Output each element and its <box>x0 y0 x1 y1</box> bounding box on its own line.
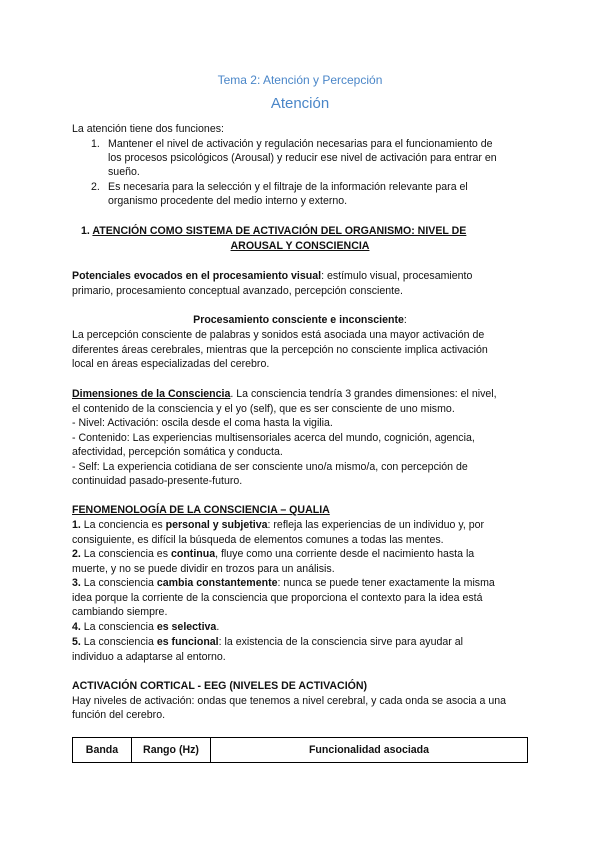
item-number: 4. <box>72 621 81 633</box>
dimensiones-heading: Dimensiones de la Consciencia <box>72 388 231 400</box>
fenomenologia-heading-text: FENOMENOLOGÍA DE LA CONSCIENCIA – QUALIA <box>72 504 330 516</box>
eeg-table <box>72 737 528 763</box>
intro-item-line: Es necesaria para la selección y el filtraje de la información relevante para el <box>108 181 468 193</box>
item-text: La conciencia es <box>80 519 166 531</box>
item-number: 5. <box>72 636 81 648</box>
item-text: La consciencia <box>80 621 157 633</box>
section1-title-line1: ATENCIÓN COMO SISTEMA DE ACTIVACIÓN DEL ORGANISMO: NIVEL DE <box>92 225 467 237</box>
activacion-line: Hay niveles de activación: ondas que tenemos a nivel cerebral, y cada onda se asocia a una <box>72 695 507 707</box>
intro-item-line: los procesos psicológicos (Arousal) y reducir ese nivel de activación para entrar en <box>108 152 497 164</box>
fenomenologia-line: idea porque la corriente de la consciencia que proporciona el contexto para la idea está <box>72 592 483 604</box>
item-text: La consciencia es <box>80 548 171 560</box>
intro-item-line: Mantener el nivel de activación y regulación necesarias para el funcionamiento de <box>108 138 493 150</box>
procesamiento-line: diferentes áreas cerebrales, mientras que la percepción no consciente implica activación <box>72 344 488 356</box>
item-text: : refleja las experiencias de un individuo y, por <box>267 519 485 531</box>
section1-heading <box>81 224 466 238</box>
item-bold: personal y subjetiva <box>165 519 268 531</box>
fenomenologia-line: muerte, y no se puede dividir en trozos para un análisis. <box>72 563 335 575</box>
fenomenologia-line: individuo a adaptarse al entorno. <box>72 651 226 663</box>
table-header-cell: Banda <box>73 738 132 763</box>
item-text: : la existencia de la consciencia sirve para ayudar al <box>218 636 464 648</box>
item-bold: continua <box>170 548 216 560</box>
item-number: 3. <box>72 577 81 589</box>
section1-title-line2: AROUSAL Y CONSCIENCIA <box>230 240 370 252</box>
intro-item-number: 1. <box>91 138 100 150</box>
procesamiento-heading-text: Procesamiento consciente e inconsciente <box>193 314 404 326</box>
fenomenologia-item <box>72 635 463 649</box>
activacion-heading: ACTIVACIÓN CORTICAL - EEG (NIVELES DE ACTIVACIÓN) <box>72 680 368 692</box>
potenciales-line: primario, procesamiento conceptual avanzado, percepción consciente. <box>72 285 403 297</box>
item-text: . <box>216 621 220 633</box>
table-header-cell: Funcionalidad asociada <box>211 738 528 763</box>
tema-title: Tema 2: Atención y Percepción <box>217 73 383 87</box>
item-text: La consciencia <box>80 577 157 589</box>
section1-number: 1. <box>81 225 90 237</box>
item-text: , fluye como una corriente desde el nacimiento hasta la <box>215 548 475 560</box>
procesamiento-heading <box>0 313 600 327</box>
fenomenologia-item <box>72 576 495 590</box>
procesamiento-colon: : <box>403 314 407 326</box>
intro-item-line: sueño. <box>108 166 140 178</box>
potenciales-text: : estímulo visual, procesamiento <box>321 270 473 282</box>
item-text: : nunca se puede tener exactamente la misma <box>277 577 495 589</box>
dimensiones-line: el contenido de la consciencia y el yo (self), que es ser consciente de uno mismo. <box>72 403 455 415</box>
table-header-row <box>73 738 528 763</box>
dimensiones-line: - Self: La experiencia cotidiana de ser consciente uno/a mismo/a, con percepción de <box>72 461 468 473</box>
item-bold: es funcional <box>156 636 219 648</box>
dimensiones-line: - Contenido: Las experiencias multisensoriales acerca del mundo, cognición, agencia, <box>72 432 475 444</box>
procesamiento-line: La percepción consciente de palabras y sonidos está asociada una mayor activación de <box>72 329 485 341</box>
potenciales-bold: Potenciales evocados en el procesamiento visual <box>72 270 322 282</box>
intro-item-number: 2. <box>91 181 100 193</box>
activacion-line: función del cerebro. <box>72 709 166 721</box>
fenomenologia-item <box>72 518 484 532</box>
dimensiones-line: continuidad pasado-presente-futuro. <box>72 475 243 487</box>
dimensiones-paragraph <box>72 387 497 401</box>
dimensiones-line: - Nivel: Activación: oscila desde el coma hasta la vigilia. <box>72 417 333 429</box>
section1-heading-cont <box>0 239 600 253</box>
item-bold: es selectiva <box>156 621 217 633</box>
item-text: La consciencia <box>80 636 157 648</box>
dimensiones-line: afectividad, percepción somática y conducta. <box>72 446 283 458</box>
item-bold: cambia constantemente <box>156 577 278 589</box>
item-number: 1. <box>72 519 81 531</box>
intro-item-line: organismo procedente del medio interno y externo. <box>108 195 348 207</box>
fenomenologia-item <box>72 620 219 634</box>
fenomenologia-item <box>72 547 474 561</box>
intro-lead: La atención tiene dos funciones: <box>72 123 224 135</box>
item-number: 2. <box>72 548 81 560</box>
table-header-cell: Rango (Hz) <box>132 738 211 763</box>
dimensiones-text: . La consciencia tendría 3 grandes dimensiones: el nivel, <box>230 388 497 400</box>
fenomenologia-line: cambiando siempre. <box>72 606 168 618</box>
fenomenologia-heading <box>72 503 330 517</box>
page-title: Atención <box>270 95 330 112</box>
procesamiento-line: local en áreas especializadas del cerebro. <box>72 358 270 370</box>
fenomenologia-line: consiguiente, es difícil la búsqueda de elementos comunes a todas las mentes. <box>72 534 444 546</box>
potenciales-paragraph <box>72 269 472 283</box>
